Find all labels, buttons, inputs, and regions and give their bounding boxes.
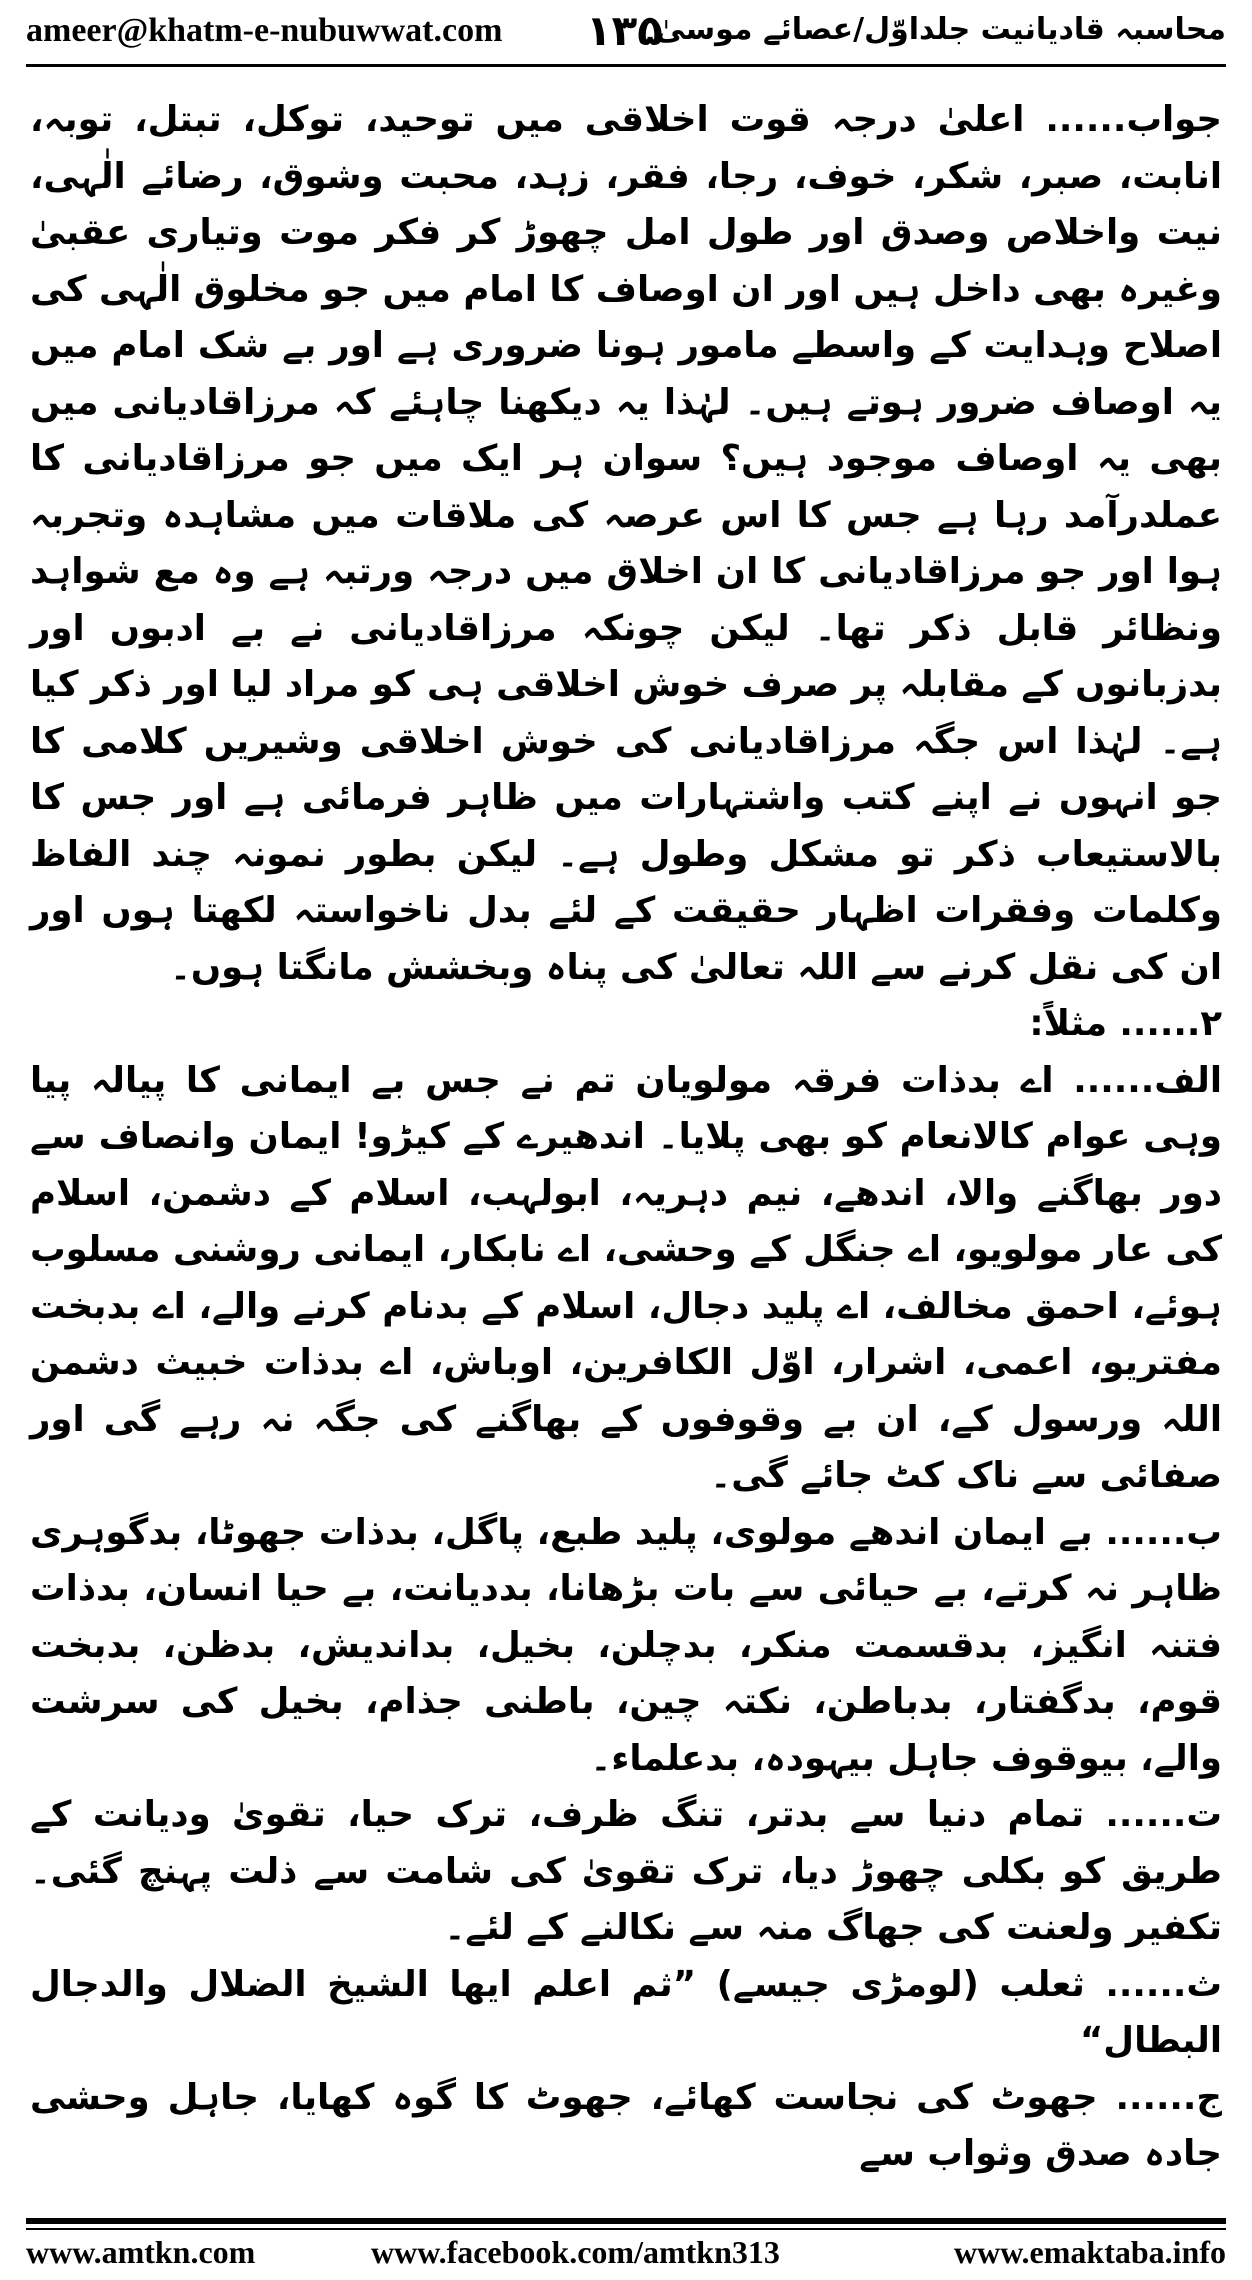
footer-link-facebook[interactable]: www.facebook.com/amtkn313 [371, 2234, 780, 2270]
footer-link-amtkn[interactable]: www.amtkn.com [26, 2234, 256, 2270]
paragraph-answer: جواب...... اعلیٰ درجہ قوت اخلاقی میں توحید، توکل، تبتل، توبہ، انابت، صبر، شکر، خوف، رجا، فقر، زہد، محبت وشوق، رضائے الٰہی، نیت واخلاص وصدق اور طول امل چھوڑ کر فکر موت وتیاری عقبیٰ وغیرہ بھی داخل ہیں اور ان اوصاف کا امام میں جو مخلوق الٰہی کی اصلاح وہدایت کے واسطے مامور ہونا ضروری ہے اور بے شک امام میں یہ اوصاف ضرور ہوتے ہیں۔ لہٰذا یہ دیکھنا چاہئے کہ مرزاقادیانی میں بھی یہ اوصاف موجود ہیں؟ سوان ہر ایک میں جو مرزاقادیانی کا عملدرآمد رہا ہے جس کا اس عرصہ کی ملاقات میں مشاہدہ وتجربہ ہوا اور جو مرزاقادیانی کا ان اخلاق میں درجہ ورتبہ ہے وہ مع شواہد ونظائر قابل ذکر تھا۔ لیکن چونکہ مرزاقادیانی نے بے ادبوں اور بدزبانوں کے مقابلہ پر صرف خوش اخلاقی ہی کو مراد لیا اور ذکر کیا ہے۔ لہٰذا اس جگہ مرزاقادیانی کی خوش اخلاقی وشیریں کلامی کا جو انہوں نے اپنے کتب واشتہارات میں ظاہر فرمائی ہے اور جس کا بالاستیعاب ذکر تو مشکل وطول ہے۔ لیکن بطور نمونہ چند الفاظ وکلمات وفقرات اظہار حقیقت کے لئے بدل ناخواستہ لکھتا ہوں اور ان کی نقل کرنے سے اللہ تعالیٰ کی پناہ وبخشش مانگتا ہوں۔ [30, 99, 1222, 988]
paragraph-examples-heading: ۲...... مثلاً: [1029, 1003, 1222, 1044]
page-body [30, 92, 1222, 2207]
paragraph-tay: ت...... تمام دنیا سے بدتر، تنگ ظرف، ترک حیا، تقویٰ ودیانت کے طریق کو بکلی چھوڑ دیا، ترک تقویٰ کی شامت سے ذلت پہنچ گئی۔ تکفیر ولعنت کی جھاگ منہ سے نکالنے کے لئے۔ [30, 1794, 1222, 1948]
footer-divider-thick [26, 2218, 1226, 2224]
page-footer [26, 2234, 1226, 2274]
paragraph-say: ث...... ثعلب (لومڑی جیسے) ”ثم اعلم ایھا الشیخ الضلال والدجال البطال“ [30, 1963, 1222, 2061]
book-title: محاسبہ قادیانیت جلداوّل/عصائے موسیٰ [655, 12, 1226, 47]
page-header [26, 6, 1226, 60]
page-number: ۱۳۵ [586, 6, 663, 55]
paragraph-jeem: ج...... جھوٹ کی نجاست کھائے، جھوٹ کا گوہ کھایا، جاہل وحشی جادہ صدق وثواب سے [30, 2076, 1222, 2174]
paragraph-alif: الف...... اے بدذات فرقہ مولویان تم نے جس بے ایمانی کا پیالہ پیا وہی عوام کالانعام کو بھی پلایا۔ اندھیرے کے کیڑو! ایمان وانصاف سے دور بھاگنے والا، اندھے، نیم دہریہ، ابولہب، اسلام کے دشمن، اسلام کی عار مولویو، اے جنگل کے وحشی، اے نابکار، ایمانی روشنی مسلوب ہوئے، احمق مخالف، اے پلید دجال، اسلام کے بدنام کرنے والے، اے بدبخت مفتریو، اعمی، اشرار، اوّل الکافرین، اوباش، اے بدذات خبیث دشمن اللہ ورسول کے، ان بے وقوفوں کے بھاگنے کی جگہ نہ رہے گی اور صفائی سے ناک کٹ جائے گی۔ [30, 1059, 1222, 1496]
header-divider [26, 64, 1226, 67]
header-email: ameer@khatm-e-nubuwwat.com [26, 12, 503, 49]
footer-divider-thin [26, 2228, 1226, 2230]
paragraph-bay: ب...... بے ایمان اندھے مولوی، پلید طبع، پاگل، بدذات جھوٹا، بدگوہری ظاہر نہ کرتے، بے حیائی سے بات بڑھانا، بددیانت، بے حیا انسان، بدذات فتنہ انگیز، بدقسمت منکر، بدچلن، بخیل، بداندیش، بدظن، بدبخت قوم، بدگفتار، بدباطن، نکتہ چین، باطنی جذام، بخیل کی سرشت والے، بیوقوف جاہل بیہودہ، بدعلماء۔ [30, 1511, 1222, 1779]
footer-link-emaktaba[interactable]: www.emaktaba.info [953, 2234, 1226, 2270]
